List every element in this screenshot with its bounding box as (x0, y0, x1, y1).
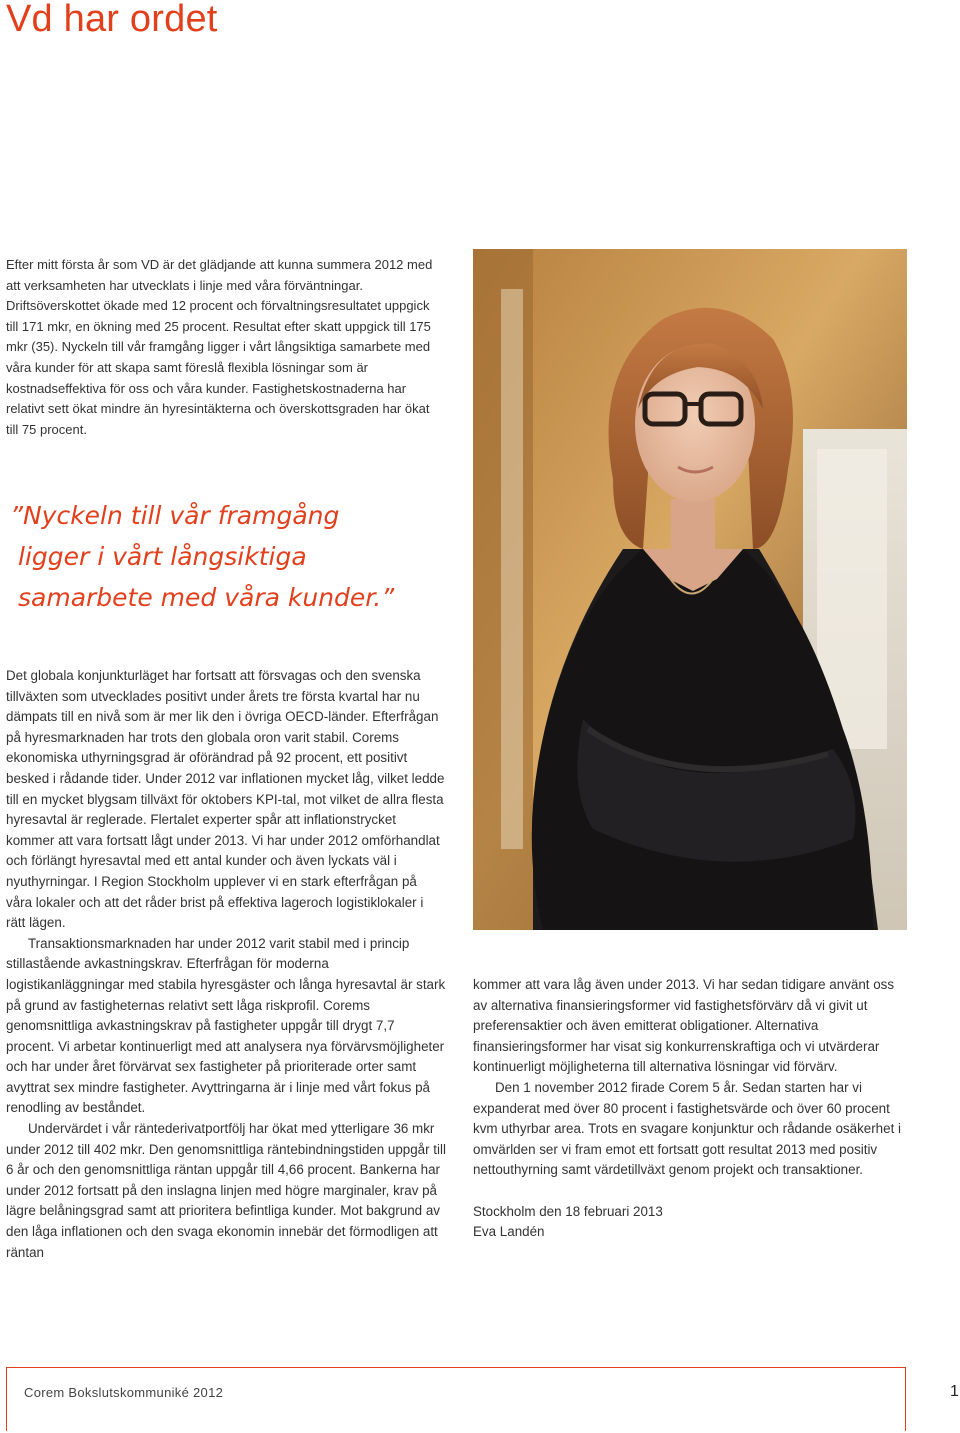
intro-text: Efter mitt första år som VD är det glädjande att kunna summera 2012 med att verksamheten har utvecklats i linje med våra förväntningar. Driftsöverskottet ökade med 12 procent och förvaltningsresultatet uppgick till 171 mkr, en ökning med 25 procent. Resultat efter skatt uppgick till 175 mkr (35). Nyckeln till vår framgång ligger i vårt långsiktiga samarbete med våra kunder för att skapa samt föreslå flexibla lösningar som är kostnadseffektiva för oss och våra kunder. Fastighetskostnaderna har relativt sett ökat mindre än hyresintäkterna och överskottsgraden har ökat till 75 procent. (6, 257, 433, 437)
page-number: 1 (950, 1383, 959, 1400)
footer-publication: Corem Bokslutskommuniké 2012 (24, 1385, 224, 1400)
signature-place-date: Stockholm den 18 februari 2013 (473, 1203, 663, 1219)
portrait-illustration (473, 249, 907, 930)
paragraph-transactions: Transaktionsmarknaden har under 2012 varit stabil med i princip stillastående avkastningskrav. Efterfrågan för moderna logistikanläggningar med stabila hyresgäster och långa hyresavtal är stark på grund av fastigheternas relativt sett låga riskprofil. Corems genomsnittliga avkastningskrav på fastigheter uppgår till drygt 7,7 procent. Vi arbetar kontinuerligt med att analysera nya förvärvsmöjligheter och har under året förvärvat sex fastigheter på prioriterade orter samt avyttrat sex mindre fastigheter. Avyttringarna är i linje med vårt fokus på renodling av beståndet. (6, 935, 446, 1116)
quote-line-2: ligger i vårt långsiktiga (18, 542, 307, 571)
spacer (473, 1181, 903, 1202)
paragraph-economy: Det globala konjunkturläget har fortsatt att försvagas och den svenska tillväxten som utvecklades positivt under årets tre första kvartal har nu dämpats till en nivå som är mer lik den i övriga OECD-länder. Efterfrågan på hyresmarknaden har trots den globala oron varit stabil. Corems ekonomiska uthyrningsgrad är oförändrad på 92 procent, ett positivt besked i rådande tider. Under 2012 var inflationen mycket låg, vilket ledde till en mycket blygsam tillväxt för oktobers KPI-tal, mot vilket de allra flesta hyresavtal är reglerade. Flertalet experter spår att inflationstrycket kommer att vara fortsatt lågt under 2013. Vi har under 2012 omförhandlat och förlängt hyresavtal med ett antal kunder och även lyckats väl i nyuthyrningar. I Region Stockholm upplever vi en stark efterfrågan på våra lokaler och att det råder brist på effektiva lageroch logistiklokaler i rätt lägen. (6, 668, 445, 931)
paragraph-anniversary: Den 1 november 2012 firade Corem 5 år. Sedan starten har vi expanderat med över 80 procent i fastighetsvärde och över 60 procent kvm uthyrbar area. Trots en svagare konjunktur och rådande osäkerhet i omvärlden ser vi fram emot ett fortsatt gott resultat 2013 med positiv nettouthyrning samt värdetillväxt genom projekt och transaktioner. (473, 1079, 901, 1178)
paragraph-financing: kommer att vara låg även under 2013. Vi har sedan tidigare använt oss av alternativa finansieringsformer vid fastighetsförvärv då vi givit ut preferensaktier och även emitterat obligationer. Alternativa finansieringsformer har visat sig konkurrenskraftiga och vi utvärderar kontinuerligt möjligheterna till alternativa lösningar vid förvärv. (473, 977, 895, 1075)
intro-paragraph (6, 255, 436, 440)
left-column (6, 666, 446, 1263)
quote-line-3: samarbete med våra kunder.” (18, 583, 395, 612)
page-title: Vd har ordet (6, 0, 218, 40)
quote-line-1: ”Nyckeln till vår framgång (10, 501, 340, 530)
portrait-photo (473, 249, 907, 930)
right-column (473, 975, 903, 1243)
signature-name: Eva Landén (473, 1224, 545, 1240)
pull-quote (10, 495, 440, 618)
paragraph-interest: Undervärdet i vår räntederivatportfölj har ökat med ytterligare 36 mkr under 2012 till 402 mkr. Den genomsnittliga räntebindningstiden uppgår till 6 år och den genomsnittliga räntan uppgår till 4,66 procent. Bankerna har under 2012 fortsatt på den inslagna linjen med högre marginaler, krav på lägre belåningsgrad samt att prioritera befintliga kunder. Mot bakgrund av den låga inflationen och den svaga ekonomin innebär det förmodligen att räntan (6, 1121, 446, 1260)
